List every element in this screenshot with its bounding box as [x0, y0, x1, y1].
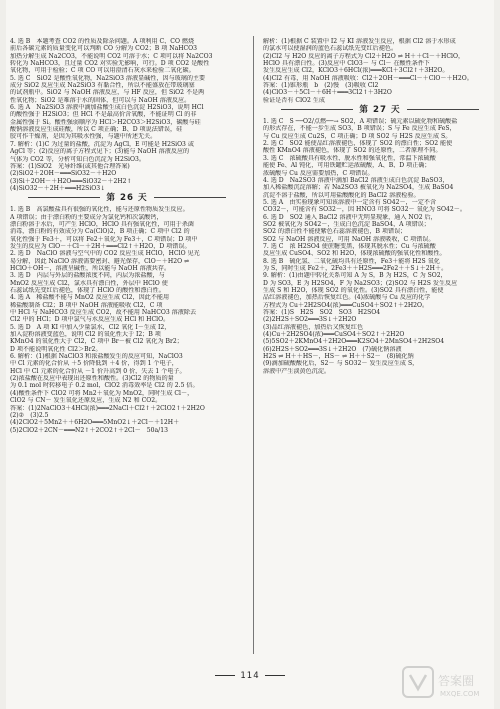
text-line: 的形式存在，不能一步生成 SO3，B 项错误；S 与 Fe 反应生成 FeS，: [263, 125, 456, 133]
text-line: 中 Cl 元素的化合价从 ＋5 价降低到 ＋4 价，得到 1 个电子，: [10, 360, 178, 368]
text-line: (4)Cu＋2H2SO4(浓)═══CuSO4＋SO2↑＋2H2O: [263, 331, 405, 339]
text-line: (2)② (3)2.5: [10, 411, 49, 419]
text-line: 溶液中产生淡黄色沉淀。: [263, 367, 331, 375]
text-line: 漂白粉溶于水后，可产生 HClO，HClO 具有强氧化性，可用于杀菌: [10, 220, 194, 228]
section-title-day-27: 第 27 天: [263, 105, 497, 115]
text-line: 4. 选 A 稀盐酸不能与 MnO2 反应生成 Cl2，因此不能用: [10, 294, 170, 302]
text-line: SO2 与 NaOH 溶液反应，可用 NaOH 溶液吸收，C 项错误。: [263, 235, 435, 243]
svg-text:MXQE.COM: MXQE.COM: [440, 690, 480, 698]
text-line: 1. 选 B 高氯酸盐具有很强的氧化性，能与还原性物质发生反应。: [10, 206, 189, 214]
text-line: 氧化物，可用于检验；C 项 CO 可以用澄清石灰水来检验二氧化碳。: [10, 67, 195, 75]
text-line: 1. 选 C S ──O2/点燃──→ SO2，A 项错误；硫元素以硫化物和硫酸盐: [263, 118, 458, 126]
text-line: (4)酸性条件下 ClO2 可将 Mn2＋氧化为 MnO2，同时生成 Cl－，: [10, 389, 194, 397]
text-line: D 为 SO3，E 为 H2SO4，F 为 Na2SO3；(2)SO2 与 H2S 发生反应: [263, 279, 458, 287]
text-line: MnO2 反应生成 Cl2，氯水具有漂白性，外层中 HClO 使: [10, 279, 168, 287]
text-line: 发生反应生成 Cl2，KClO3＋6HCl(浓)═══KCl＋3Cl2↑＋3H2O。: [263, 67, 449, 75]
text-line: 3. 选 D 内层与外层的盐酸浓度不同，内层为浓盐酸，与: [10, 272, 165, 280]
text-line: 5. 选 D A 项 KI 中加入少量氯水，Cl2 氧化 I－生成 I2，: [10, 323, 171, 331]
text-line: 答案：(1)锥形瓶 b (2)慢 (3)吸收 Cl2: [263, 82, 379, 90]
text-line: (4)Cl2 有毒，用 NaOH 溶液吸收：Cl2＋2OH－═══Cl－＋ClO－＋H2O。: [263, 74, 473, 82]
text-line: D 项不能说明氧化性 Cl2＞Br2。: [10, 345, 102, 353]
text-line: 5. 选 C SiO2 是酸性氧化物，Na2SiO3 溶液显碱性，因与玻璃的主要: [10, 74, 206, 82]
text-line: 2. 选 D NaClO 溶液与空气中的 CO2 反应生成 HClO，HClO 见光: [10, 250, 200, 258]
text-line: 中 HCl 与 NaHCO3 反应生成 CO2，故不能用 NaHCO3 溶液除去: [10, 309, 197, 317]
watermark-logo: [402, 665, 490, 701]
text-line: 消毒，漂白粉的有效成分为 Ca(ClO)2，B 项正确；C 项中 Cl2 的: [10, 228, 190, 236]
text-line: HClO＋OH－，溶液呈碱性，所以能与 NaOH 溶液共存。: [10, 264, 171, 272]
text-line: 的试剂瓶中。SiO2 与 NaOH 溶液反应，与 HF 反应，但 SiO2 不是两: [10, 89, 205, 97]
text-line: (3)品红溶液褪色，加热后又恢复红色: [263, 323, 364, 331]
text-line: 加入淀粉溶液变蓝色，说明 Cl2 的氧化性大于 I2；B 项: [10, 331, 161, 339]
text-line: 酸性 KMnO4 溶液褪色，体现了 SO2 的还原性，二者原理不同。: [263, 147, 442, 155]
text-line: 答案：(1)S H2S SO2 SO3 H2SO4: [263, 309, 381, 317]
text-line: 6. 选 D SO2 通入 BaCl2 溶液中无明显现象，通入 NO2 后，: [263, 213, 437, 221]
text-line: 的氯水可以使湿润的蓝色石蕊试纸先变红后褪色。: [263, 45, 398, 53]
text-line: SO2 被氧化为 SO42－，生成白色沉淀 BaSO4，A 项错误；: [263, 220, 430, 228]
text-line: 酸钠溶液反应生成硅酸，所以 C 项正确；B、D 项说法错误，硅: [10, 126, 183, 134]
text-line: (2)2H2S＋SO2═══3S↓＋2H2O: [263, 316, 357, 324]
text-line: 性氧化物；SiO2 是难溶于水的固体，但可以与 NaOH 溶液反应。: [10, 96, 191, 104]
text-line: 气体为 CO2 等，分析可知白色沉淀为 H2SiO3。: [10, 155, 145, 163]
text-line: ClO2 与 CN－ 发生氧化还原反应，生成 N2 和 CO2。: [10, 397, 162, 405]
column-divider: [253, 36, 254, 654]
text-line: (3)Si＋2OH－＋H2O═══SiO32－＋2H2↑: [10, 177, 132, 185]
text-line: 沉淀不溶于盐酸，所以可用盐酸酸化的 BaCl2 溶液检验。: [263, 191, 420, 199]
text-line: 反应生成 CuSO4、SO2 和 H2O，体现浓硫酸的强氧化性和酸性。: [263, 250, 446, 258]
text-line: 4. 选 D Na2SO3 溶液中滴加 BaCl2 溶液生成白色沉淀 BaSO3，: [263, 176, 449, 184]
text-line: 稀盐酸制备 Cl2；B 项中 NaOH 溶液能吸收 Cl2，C 项: [10, 301, 163, 309]
text-line: 能使 Fe、Al 钝化，可用铁罐贮运浓硫酸，A、B、D 项正确；: [263, 162, 431, 170]
text-line: A 项错误；由于漂白粉的主要成分为氯化钙和次氯酸钙，: [10, 213, 163, 221]
text-line: 4. 选 B 本题考查 CO2 的性质及除杂问题。A 项利用 C、CO 燃烧: [10, 38, 195, 45]
right-block-1: [263, 38, 497, 104]
left-column: [10, 38, 244, 434]
page-number: 114: [6, 671, 494, 681]
text-line: (2)SiO2＋2OH－═══SiO32－＋H2O: [10, 170, 117, 178]
text-line: 成分 SiO2 反应生成 Na2SiO3 有黏合性，所以不能盛放在带玻璃塞: [10, 82, 195, 90]
text-line: 发生的反应为 ClO－＋Cl－＋2H＋═══Cl2↑＋H2O，D 项错误。: [10, 242, 191, 250]
text-line: (4)2ClO2＋5Mn2＋＋6H2O═══5MnO2↓＋2Cl－＋12H＋: [10, 419, 180, 427]
text-line: 7. 解析：(1)C 为过量的盐酸，沉淀为 AgCl，E 可能是 H2SiO3 或: [10, 140, 194, 148]
text-line: 6. 选 A Na2SiO3 溶液中滴加盐酸生成白色沉淀 H2SiO3，说明 HCl: [10, 104, 204, 112]
document-page: [6, 0, 494, 709]
text-line: 加入稀盐酸沉淀溶解；若 Na2SO3 被氧化为 Na2SO4，生成 BaSO4: [263, 184, 454, 192]
text-line: 9. 解析：(1)由题中转化关系可知 A 为 S，B 为 H2S，C 为 SO2，: [263, 272, 447, 280]
text-line: 为 0.1 mol 时转移电子 0.2 mol，ClO2 消毒效率是 Cl2 的 2.5 倍。: [10, 382, 199, 390]
text-line: H2S ⇌ H＋＋HS－，HS－ ⇌ H＋＋S2－ (8)硫化钠: [263, 353, 414, 361]
text-line: 氧化性强于 Fe3＋，可以将 Fe2＋氧化为 Fe3＋，C 项错误；D 项中: [10, 235, 198, 243]
text-line: 验证是否有 ClO2 生成: [263, 96, 326, 104]
text-line: HCl 中 Cl 元素的化合价从 －1 价升高到 0 价，失去 1 个电子。: [10, 367, 186, 375]
text-line: (4)SiO32－＋2H＋═══H2SiO3↓: [10, 184, 106, 192]
text-line: 答案：(1)2NaClO3＋4HCl(浓)═══2NaCl＋Cl2↑＋2ClO2↑＋2H2O: [10, 404, 205, 412]
text-line: 与 Cu 反应生成 Cu2S，C 项正确；D 项 SO2 与 H2S 反应生成 S。: [263, 132, 452, 140]
text-line: 答案：(1)SiO2 光导纤维(或其他合理答案): [10, 162, 130, 170]
text-line: (2)浓盐酸在反应中表现出还原性和酸性。(3)Cl2 的物质的量: [10, 375, 174, 383]
text-line: Cl2 中的 HCl；D 项中氯气与水反应生成 HCl 和 HClO。: [10, 316, 170, 324]
svg-text:答案圈: 答案圈: [438, 674, 475, 688]
text-line: SO2 的漂白性不能使紫色石蕊溶液褪色，B 项错误；: [263, 228, 407, 236]
text-line: 6. 解析：(1)根据 NaClO3 和浓盐酸发生的反应可知，NaClO3: [10, 353, 183, 361]
text-line: 方程式为 Cu＋2H2SO4(浓)═══CuSO4＋SO2↑＋2H2O。: [263, 301, 429, 309]
text-line: 解析：(1)根据 C 装置中 I2 与 KI 溶液发生反应，根据 Cl2 溶于水形成: [263, 38, 456, 45]
text-line: KMnO4 的氧化性大于 Cl2，C 项中 Br－被 Cl2 氧化为 Br2；: [10, 338, 183, 346]
text-line: 浓硫酸与 Cu 反应需要加热，C 项错误。: [263, 169, 374, 177]
left-block-2: [10, 206, 244, 434]
text-line: 8. 选 B 硫化氢、二氧化硫均具有还原性，Fe3＋能将 H2S 氧化: [263, 257, 440, 265]
text-line: (5)5SO2＋2KMnO4＋2H2O═══K2SO4＋2MnSO4＋2H2SO4: [263, 338, 445, 346]
text-line: 的酸性强于 H2SiO3；但 HCl 不是最高价含氧酸，不能证明 Cl 的非: [10, 111, 197, 119]
text-line: 为 S，同时生成 Fe2＋，2Fe3＋＋H2S═══2Fe2＋＋S↓＋2H＋。: [263, 264, 448, 272]
text-line: (6)2H2S＋SO2═══3S↓＋2H2O (7)硫化钠溶液: [263, 345, 402, 353]
left-block-1: [10, 38, 244, 192]
text-line: 易分解，因此 NaClO 溶液需要密封、避光保存，ClO－＋H2O ⇌: [10, 257, 190, 265]
text-line: 2. 选 C SO2 能使品红溶液褪色，体现了 SO2 的漂白性；SO2 能使: [263, 140, 453, 148]
text-line: 3. 选 C 浓硫酸具有吸水性、脱水性和强氧化性，常温下浓硫酸: [263, 154, 436, 162]
right-block-2: [263, 118, 497, 375]
text-line: 5. 选 A 由实验现象可知该溶液中一定含有 SO42－，一定不含: [263, 198, 437, 206]
text-line: (4)ClO3－＋5Cl－＋6H＋═══3Cl2↑＋3H2O: [263, 89, 392, 97]
text-line: 石蕊试纸先变红后褪色，体现了 HClO 的酸性和漂白性。: [10, 287, 165, 294]
text-line: 生成 S 和 H2O，体现 SO2 的氧化性。(3)SO2 具有漂白性，能使: [263, 287, 444, 294]
text-line: (9)滴加硫酸酸化后，S2－ 与 SO32－ 发生反应生成 S，: [263, 360, 419, 368]
section-title-day-26: 第 26 天: [10, 193, 244, 203]
text-line: (5)2ClO2＋2CN－═══N2↑＋2CO2↑＋2Cl－ 50a/13: [10, 426, 168, 434]
text-line: 金属性强于 Si。酸性强弱顺序为 HCl＞H2CO3＞H2SiO3，碳酸与硅: [10, 118, 201, 126]
text-line: HClO 具有漂白性。(3)反应中 ClO3－ 与 Cl－ 在酸性条件下: [263, 60, 431, 68]
text-line: 转化为 NaHCO3，且过量 CO2 对实验无影响，可行。D 项 CO2 是酸性: [10, 60, 210, 68]
text-line: CO32－，可能含有 SO32－，因 HNO3 可将 SO32－ 氧化为 SO42－。: [263, 206, 466, 214]
text-line: 7. 选 C 浓 H2SO4 使蔗糖变黑，体现其脱水性；Cu 与浓硫酸: [263, 242, 436, 250]
right-column: [263, 38, 497, 375]
text-line: 胶可作干燥剂，是因为其吸水性强，与题中所述无关。: [10, 133, 157, 141]
text-line: 前后各碳元素的质量变化可以判断 CO 分解为 CO2；B 项 NaHCO3: [10, 45, 198, 53]
text-line: 加热分解生成 Na2CO3，不能说明 CO2 可溶于水；C 项可以将 Na2CO3: [10, 52, 213, 60]
text-line: 品红溶液褪色，加热后恢复红色。(4)浓硫酸与 Cu 反应的化学: [263, 294, 431, 302]
text-line: AgCl 等；(2)反应的离子方程式见下；(3)能与 NaOH 溶液反应的: [10, 148, 190, 156]
text-line: (2)Cl2 与 H2O 反应的离子方程式为 Cl2＋H2O ⇌ H＋＋Cl－＋HClO，: [263, 52, 465, 60]
